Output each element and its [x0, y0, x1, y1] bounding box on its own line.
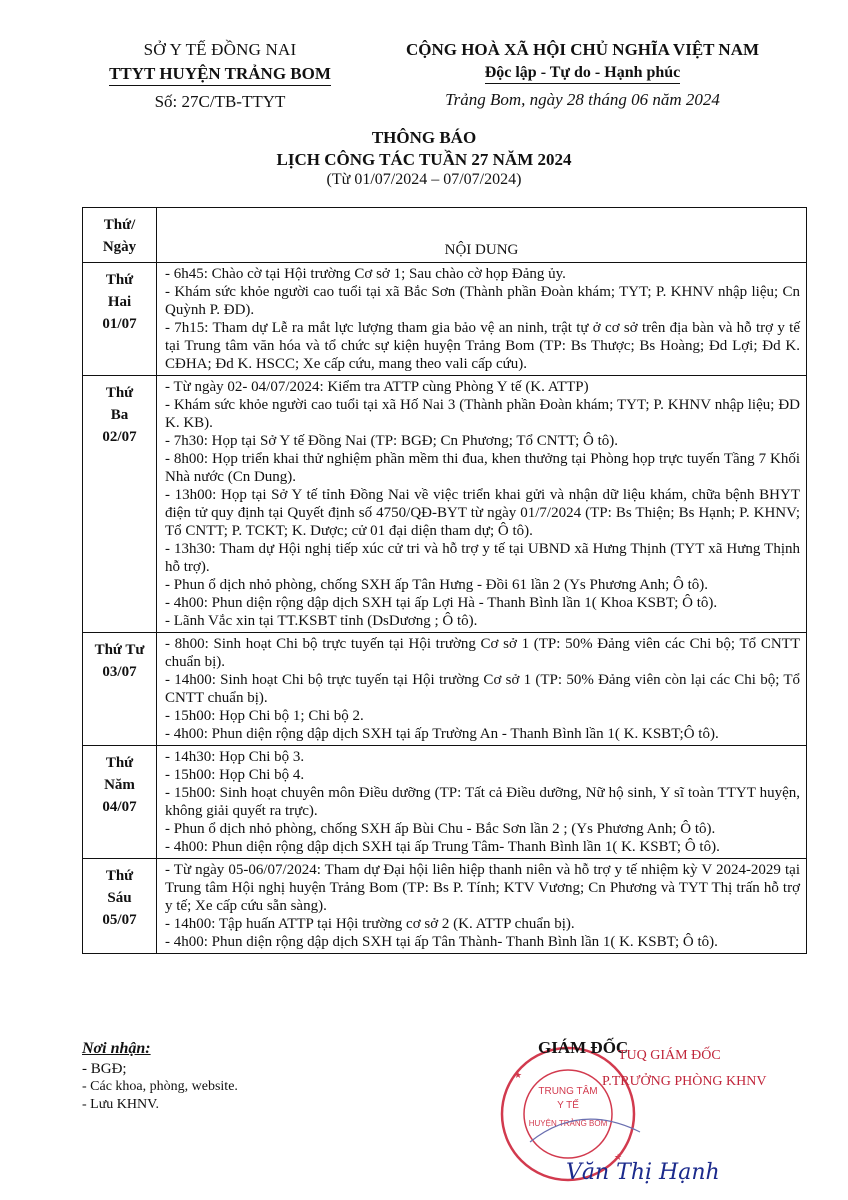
content-cell	[157, 859, 807, 954]
schedule-entry: - 15h00: Sinh hoạt chuyên môn Điều dưỡng (TP: Tất cả Điều dưỡng, Nữ hộ sinh, Y sĩ toàn TTYT huyện, không giải quyết ra trực).	[165, 785, 800, 819]
deputy-line: P.TRƯỞNG PHÒNG KHNV	[602, 1074, 767, 1089]
table-header-row	[83, 208, 807, 263]
schedule-entry: - 6h45: Chào cờ tại Hội trường Cơ sở 1; Sau chào cờ họp Đảng ủy.	[165, 266, 566, 282]
schedule-entry: - Lãnh Vắc xin tại TT.KSBT tỉnh (DsDương ; Ô tô).	[165, 613, 478, 629]
recipients-title: Nơi nhận:	[82, 1040, 151, 1057]
day-label: 05/07	[102, 912, 137, 928]
schedule-entry: - 8h00: Sinh hoạt Chi bộ trực tuyến tại Hội trường Cơ sở 1 (TP: 50% Đảng viên các Chi bộ; Tổ CNTT chuẩn bị).	[165, 636, 800, 670]
issuer-block	[70, 40, 370, 112]
document-number: Số: 27C/TB-TTYT	[154, 92, 286, 111]
stamp-text-line1: TRUNG TÂM	[538, 1086, 598, 1097]
content-cell	[157, 263, 807, 376]
day-label: Sáu	[107, 890, 132, 906]
day-label: 01/07	[102, 316, 137, 332]
day-cell	[83, 859, 157, 954]
schedule-entry: - 15h00: Họp Chi bộ 1; Chi bộ 2.	[165, 708, 364, 724]
recipients-block	[82, 1040, 382, 1114]
title-notice: THÔNG BÁO	[371, 128, 477, 147]
national-block	[360, 40, 805, 110]
director-title: GIÁM ĐỐC	[538, 1038, 629, 1057]
day-cell	[83, 633, 157, 746]
schedule-entry: - 14h30: Họp Chi bộ 3.	[165, 749, 305, 765]
schedule-entry: - 4h00: Phun diện rộng dập dịch SXH tại ấp Lợi Hà - Thanh Bình lần 1( Khoa KSBT; Ô tô).	[165, 595, 718, 611]
content-cell	[157, 376, 807, 633]
schedule-entry: - 7h30: Họp tại Sở Y tế Đồng Nai (TP: BGĐ; Cn Phương; Tổ CNTT; Ô tô).	[165, 433, 619, 449]
schedule-entry: - 4h00: Phun diện rộng dập dịch SXH tại ấp Tân Thành- Thanh Bình lần 1( K. KSBT; Ô tô).	[165, 934, 718, 950]
national-motto: Độc lập - Tự do - Hạnh phúc	[485, 64, 681, 84]
title-date-range: (Từ 01/07/2024 – 07/07/2024)	[326, 171, 522, 188]
stamp-text-line2: Y TẾ	[557, 1100, 579, 1111]
title-schedule: LỊCH CÔNG TÁC TUẦN 27 NĂM 2024	[276, 150, 572, 169]
day-label: Năm	[104, 777, 135, 793]
table-row	[83, 263, 807, 376]
column-header-content: NỘI DUNG	[157, 208, 807, 263]
table-row	[83, 633, 807, 746]
center-name: TTYT HUYỆN TRẢNG BOM	[109, 64, 331, 86]
signature-block	[490, 1038, 820, 1188]
day-label: Thứ	[105, 755, 134, 771]
svg-text:★: ★	[514, 1070, 523, 1080]
schedule-entry: - 13h00: Họp tại Sở Y tế tỉnh Đồng Nai về việc triển khai gửi và nhận dữ liệu khám, chữa bệnh BHYT điện tử quy định tại Quyết định số 4750/QĐ-BYT từ ngày 01/7/2024 (TP: Bs Thiện; Bs Hạnh; P. KHNV; Tổ CNTT; P. TCKT; K. Dược; cử 01 đại diện tham dự; Ô tô).	[165, 487, 800, 539]
day-label: 04/07	[102, 799, 137, 815]
schedule-entry: - Phun ổ dịch nhỏ phòng, chống SXH ấp Bùi Chu - Bắc Sơn lần 2 ; (Ys Phương Anh; Ô tô).	[165, 821, 716, 837]
schedule-body	[83, 263, 807, 954]
stamp-text-line3: HUYỆN TRẢNG BOM	[528, 1119, 608, 1128]
date-line: Trảng Bom, ngày 28 tháng 06 năm 2024	[445, 90, 720, 109]
schedule-entry: - 14h00: Sinh hoạt Chi bộ trực tuyến tại Hội trường Cơ sở 1 (TP: 50% Đảng viên còn lại các Chi bộ; Tổ CNTT chuẩn bị).	[165, 672, 800, 706]
schedule-entry: - Từ ngày 05-06/07/2024: Tham dự Đại hội liên hiệp thanh niên và hỗ trợ y tế nhiệm kỳ V 2024-2029 tại Trung tâm Hội nghị huyện Trảng Bom (TP: Bs P. Tính; KTV Vương; Cn Phương và TYT Thị trấn hỗ trợ y tế; Xe cấp cứu sẵn sàng).	[165, 862, 800, 914]
schedule-table	[82, 207, 807, 954]
table-row	[83, 376, 807, 633]
schedule-entry: - Phun ổ dịch nhỏ phòng, chống SXH ấp Tân Hưng - Đồi 61 lần 2 (Ys Phương Anh; Ô tô).	[165, 577, 709, 593]
schedule-entry: - Từ ngày 02- 04/07/2024: Kiểm tra ATTP cùng Phòng Y tế (K. ATTP)	[165, 379, 589, 395]
schedule-entry: - 15h00: Họp Chi bộ 4.	[165, 767, 305, 783]
day-cell	[83, 263, 157, 376]
schedule-entry: - 4h00: Phun diện rộng dập dịch SXH tại ấp Trung Tâm- Thanh Bình lần 1( K. KSBT; Ô tô).	[165, 839, 720, 855]
day-label: Thứ Tư	[94, 642, 145, 658]
table-row	[83, 859, 807, 954]
content-cell	[157, 746, 807, 859]
table-row	[83, 746, 807, 859]
content-cell	[157, 633, 807, 746]
day-cell	[83, 376, 157, 633]
ministry-name: SỞ Y TẾ ĐỒNG NAI	[143, 40, 297, 59]
column-header-day: Thứ/ Ngày	[83, 208, 157, 263]
schedule-entry: - 8h00: Họp triển khai thử nghiệm phần mềm thi đua, khen thưởng tại Phòng họp trực tuyến Tầng 7 Khối Nhà nước (Cn Dung).	[165, 451, 800, 485]
schedule-entry: - 7h15: Tham dự Lễ ra mắt lực lượng tham gia bảo vệ an ninh, trật tự ở cơ sở trên địa bàn và hỗ trợ y tế tại Trung tâm văn hóa và tổ chức sự kiện huyện Trảng Bom (TP: Bs Thược; Bs Hoàng; Đd Lợi; Đd K. CĐHA; Đd K. HSCC; Xe cấp cứu, mang theo vali cấp cứu).	[165, 320, 800, 372]
schedule-entry: - Khám sức khỏe người cao tuổi tại xã Bắc Sơn (Thành phần Đoàn khám; TYT; P. KHNV nhập liệu; Cn Quỳnh P. ĐD).	[165, 284, 800, 318]
signer-name: Văn Thị Hạnh	[566, 1160, 720, 1185]
day-label: 02/07	[102, 429, 137, 445]
recipient-item: - BGĐ;	[82, 1061, 127, 1077]
schedule-entry: - Khám sức khỏe người cao tuổi tại xã Hố Nai 3 (Thành phần Đoàn khám; TYT; P. KHNV nhập liệu; ĐD K. KB).	[165, 397, 800, 431]
day-label: Hai	[107, 294, 132, 310]
nation-name: CỘNG HOÀ XÃ HỘI CHỦ NGHĨA VIỆT NAM	[405, 40, 760, 59]
day-label: Thứ	[105, 385, 134, 401]
document-title	[0, 128, 848, 189]
day-cell	[83, 746, 157, 859]
recipient-item: - Lưu KHNV.	[82, 1097, 159, 1112]
recipient-item: - Các khoa, phòng, website.	[82, 1079, 238, 1094]
schedule-entry: - 14h00: Tập huấn ATTP tại Hội trường cơ sở 2 (K. ATTP chuẩn bị).	[165, 916, 575, 932]
day-label: Thứ	[105, 272, 134, 288]
svg-text:★: ★	[614, 1152, 623, 1162]
day-label: 03/07	[102, 664, 137, 680]
schedule-entry: - 13h30: Tham dự Hội nghị tiếp xúc cử tri và hỗ trợ y tế tại UBND xã Hưng Thịnh (TYT xã Hưng Thịnh hỗ trợ).	[165, 541, 800, 575]
day-label: Ba	[110, 407, 129, 423]
day-label: Thứ	[105, 868, 134, 884]
schedule-entry: - 4h00: Phun diện rộng dập dịch SXH tại ấp Trường An - Thanh Bình lần 1( K. KSBT;Ô tô).	[165, 726, 719, 742]
authorized-line: TUQ GIÁM ĐỐC	[618, 1048, 721, 1063]
